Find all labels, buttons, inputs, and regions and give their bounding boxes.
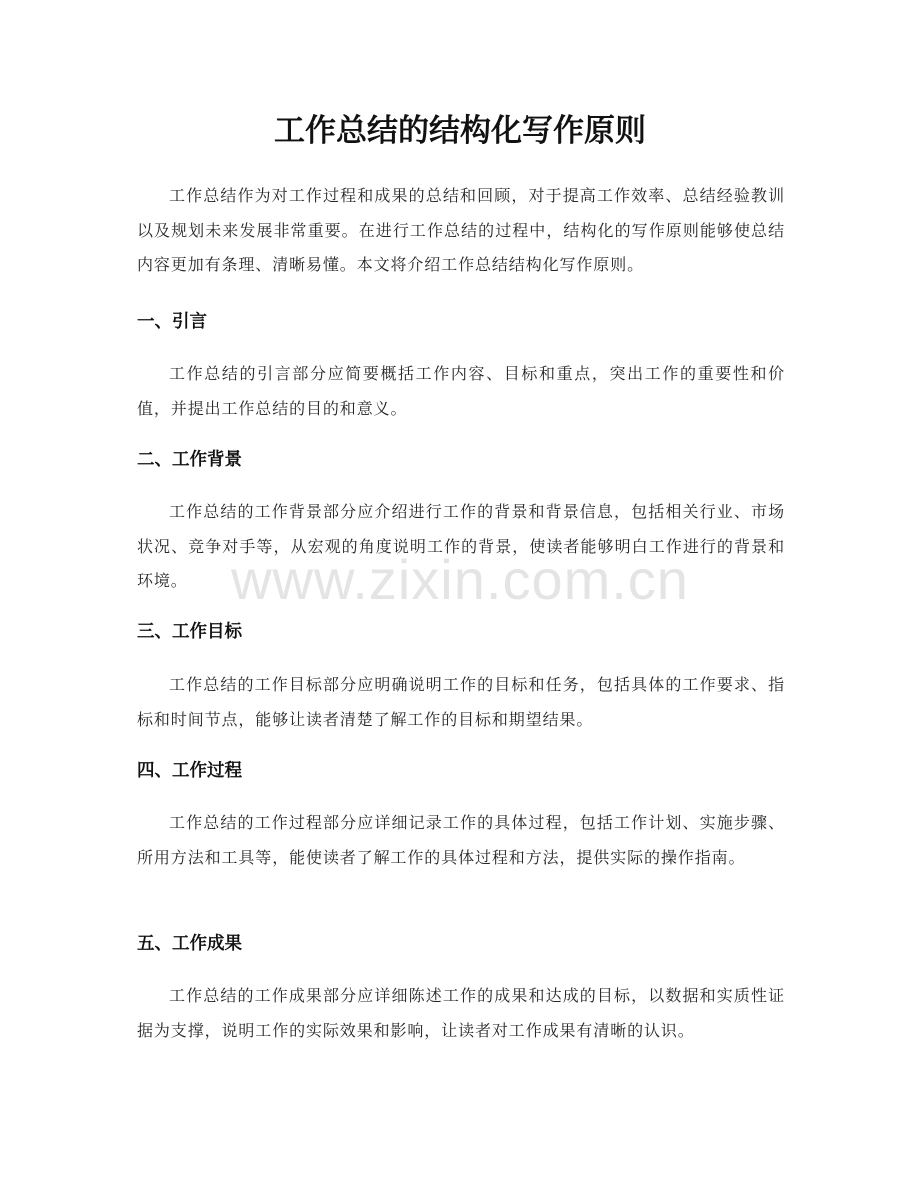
section-body-goals: 工作总结的工作目标部分应明确说明工作的目标和任务，包括具体的工作要求、指标和时间节点，能够让读者清楚了解工作的目标和期望结果。 [137,675,785,729]
document-title: 工作总结的结构化写作原则 [274,113,646,149]
section-body-results: 工作总结的工作成果部分应详细陈述工作的成果和达成的目标，以数据和实质性证据为支撑，说明工作的实际效果和影响，让读者对工作成果有清晰的认识。 [137,986,785,1040]
section-heading-results: 五、工作成果 [137,934,242,954]
section-body-process: 工作总结的工作过程部分应详细记录工作的具体过程，包括工作计划、实施步骤、所用方法和工具等，能使读者了解工作的具体过程和方法，提供实际的操作指南。 [137,813,785,867]
section-heading-background: 二、工作背景 [137,450,242,470]
section-body-introduction: 工作总结的引言部分应简要概括工作内容、目标和重点，突出工作的重要性和价值，并提出工作总结的目的和意义。 [137,364,785,418]
section-heading-process: 四、工作过程 [137,761,242,781]
section-body-background: 工作总结的工作背景部分应介绍进行工作的背景和背景信息，包括相关行业、市场状况、竞争对手等，从宏观的角度说明工作的背景，使读者能够明白工作进行的背景和环境。 [137,502,785,590]
watermark-text: www.zixin.com.cn [231,548,689,611]
intro-paragraph: 工作总结作为对工作过程和成果的总结和回顾，对于提高工作效率、总结经验教训以及规划未来发展非常重要。在进行工作总结的过程中，结构化的写作原则能够使总结内容更加有条理、清晰易懂。本文将介绍工作总结结构化写作原则。 [137,186,785,274]
section-heading-goals: 三、工作目标 [137,622,242,642]
section-heading-introduction: 一、引言 [137,312,207,332]
